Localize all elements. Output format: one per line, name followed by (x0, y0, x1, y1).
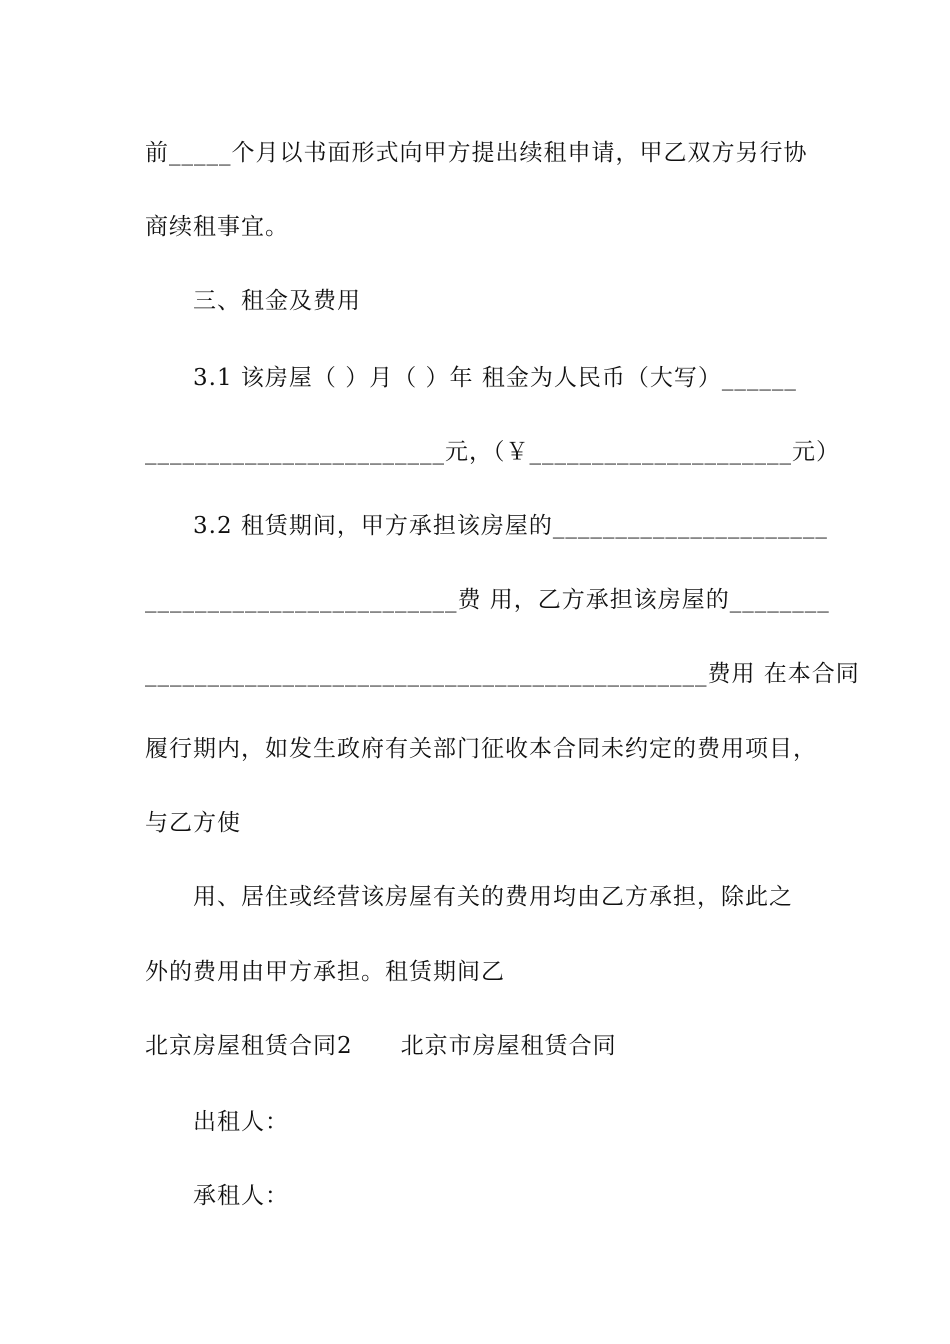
clause-3-1: 3.1 该房屋（ ）月（ ）年 租金为人民币（大写）______ (193, 365, 797, 391)
paragraph-line: 履行期内，如发生政府有关部门征收本合同未约定的费用项目， (145, 736, 817, 762)
lessor-label: 出租人： (193, 1109, 289, 1135)
paragraph-line: 前_____个月以书面形式向甲方提出续租申请，甲乙双方另行协 (145, 140, 808, 166)
lessee-label: 承租人： (193, 1183, 289, 1209)
clause-3-2: 3.2 租赁期间，甲方承担该房屋的______________________ (193, 513, 828, 539)
paragraph-line: _____________________________________________费用 在本合同 (145, 661, 860, 687)
paragraph-line: 商续租事宜。 (145, 214, 289, 240)
document-title: 北京房屋租赁合同2 北京市房屋租赁合同 (145, 1033, 617, 1059)
paragraph-line: 外的费用由甲方承担。租赁期间乙 (145, 959, 505, 985)
paragraph-line: _________________________费 用，乙方承担该房屋的________ (145, 587, 830, 613)
paragraph-line: ________________________元，（￥_____________________元） (145, 439, 840, 465)
paragraph-line: 与乙方使 (145, 810, 241, 836)
paragraph-line: 用、居住或经营该房屋有关的费用均由乙方承担，除此之 (193, 884, 793, 910)
section-heading: 三、租金及费用 (193, 288, 361, 314)
